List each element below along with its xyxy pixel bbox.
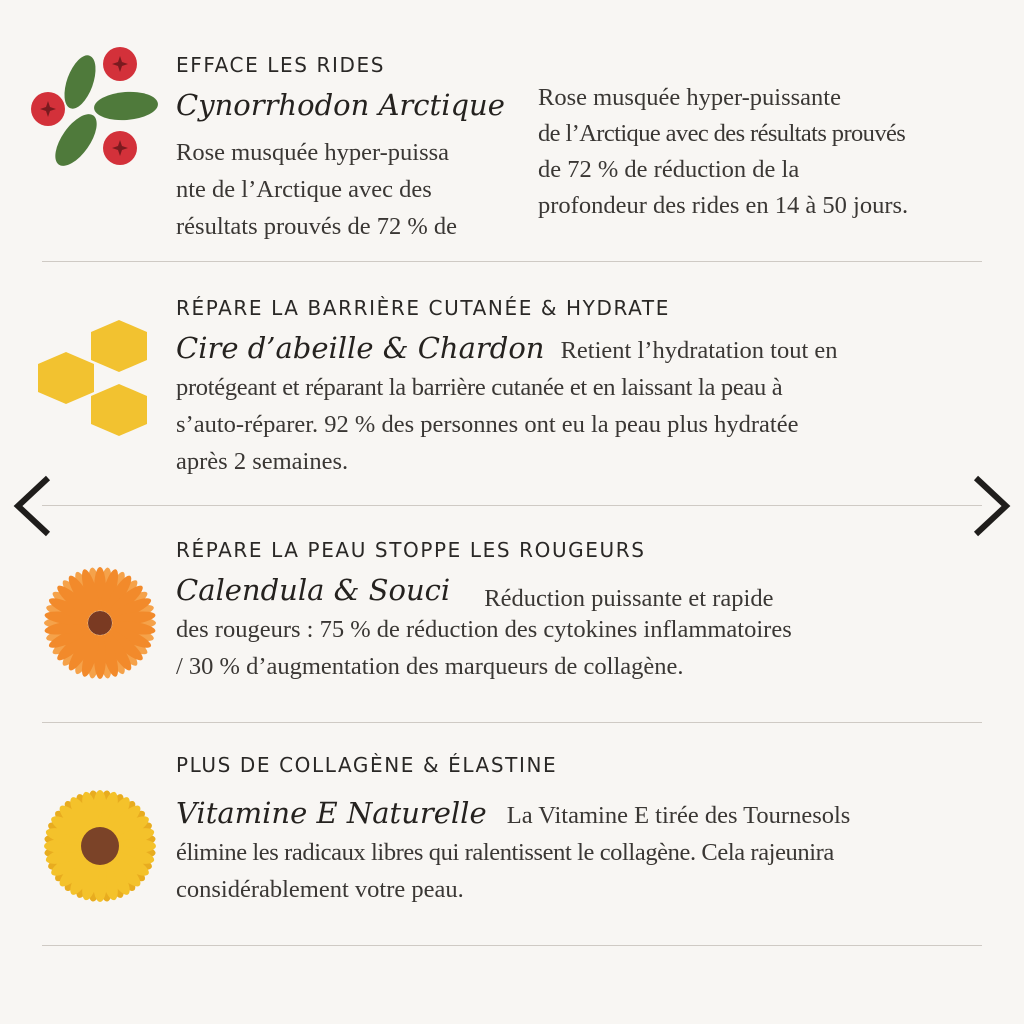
feature-heading: PLUS DE COLLAGÈNE & ÉLASTINE	[176, 753, 558, 777]
description-lead: Retient l’hydratation tout en	[560, 337, 838, 364]
ingredient-name: Vitamine E Naturelle	[176, 796, 487, 830]
description-lead: Réduction puissante et rapide	[484, 585, 774, 612]
chevron-right-icon[interactable]	[970, 474, 1014, 538]
feature-description: Cire d’abeille & Chardon Retient l’hydratation tout en protégeant et réparant la barrière cutanée et en laissant la peau à s’auto-réparer. 92 % des personnes ont eu la peau plus hydratée après 2 semaines.	[176, 331, 838, 475]
feature-description: Vitamine E Naturelle La Vitamine E tirée des Tournesols élimine les radicaux libres qui ralentissent le collagène. Cela rajeunira considérablement votre peau.	[176, 796, 851, 903]
feature-description-left: Rose musquée hyper-puissa nte de l’Arctique avec des résultats prouvés de 72 % de	[176, 139, 457, 240]
ingredient-name: Cire d’abeille & Chardon	[176, 331, 545, 365]
feature-heading: RÉPARE LA PEAU STOPPE LES ROUGEURS	[176, 538, 646, 562]
rosehip-icon	[30, 44, 162, 168]
honeycomb-icon	[34, 318, 154, 444]
feature-description: Calendula & Souci Réduction puissante et rapide des rougeurs : 75 % de réduction des cytokines inflammatoires / 30 % d’augmentation des marqueurs de collagène.	[176, 573, 792, 680]
divider	[42, 945, 982, 946]
feature-description-right: Rose musquée hyper-puissante de l’Arctique avec des résultats prouvés de 72 % de réduction de la profondeur des rides en 14 à 50 jours.	[538, 84, 909, 219]
calendula-icon	[40, 563, 160, 683]
ingredient-name: Cynorrhodon Arctique	[176, 88, 505, 122]
divider	[42, 505, 982, 506]
divider	[42, 722, 982, 723]
ingredient-name: Calendula & Souci	[176, 573, 451, 607]
divider	[42, 261, 982, 262]
sunflower-icon	[40, 786, 160, 906]
feature-heading: RÉPARE LA BARRIÈRE CUTANÉE & HYDRATE	[176, 296, 670, 320]
description-lead: La Vitamine E tirée des Tournesols	[506, 802, 851, 829]
feature-heading: EFFACE LES RIDES	[176, 53, 386, 77]
chevron-left-icon[interactable]	[10, 474, 54, 538]
